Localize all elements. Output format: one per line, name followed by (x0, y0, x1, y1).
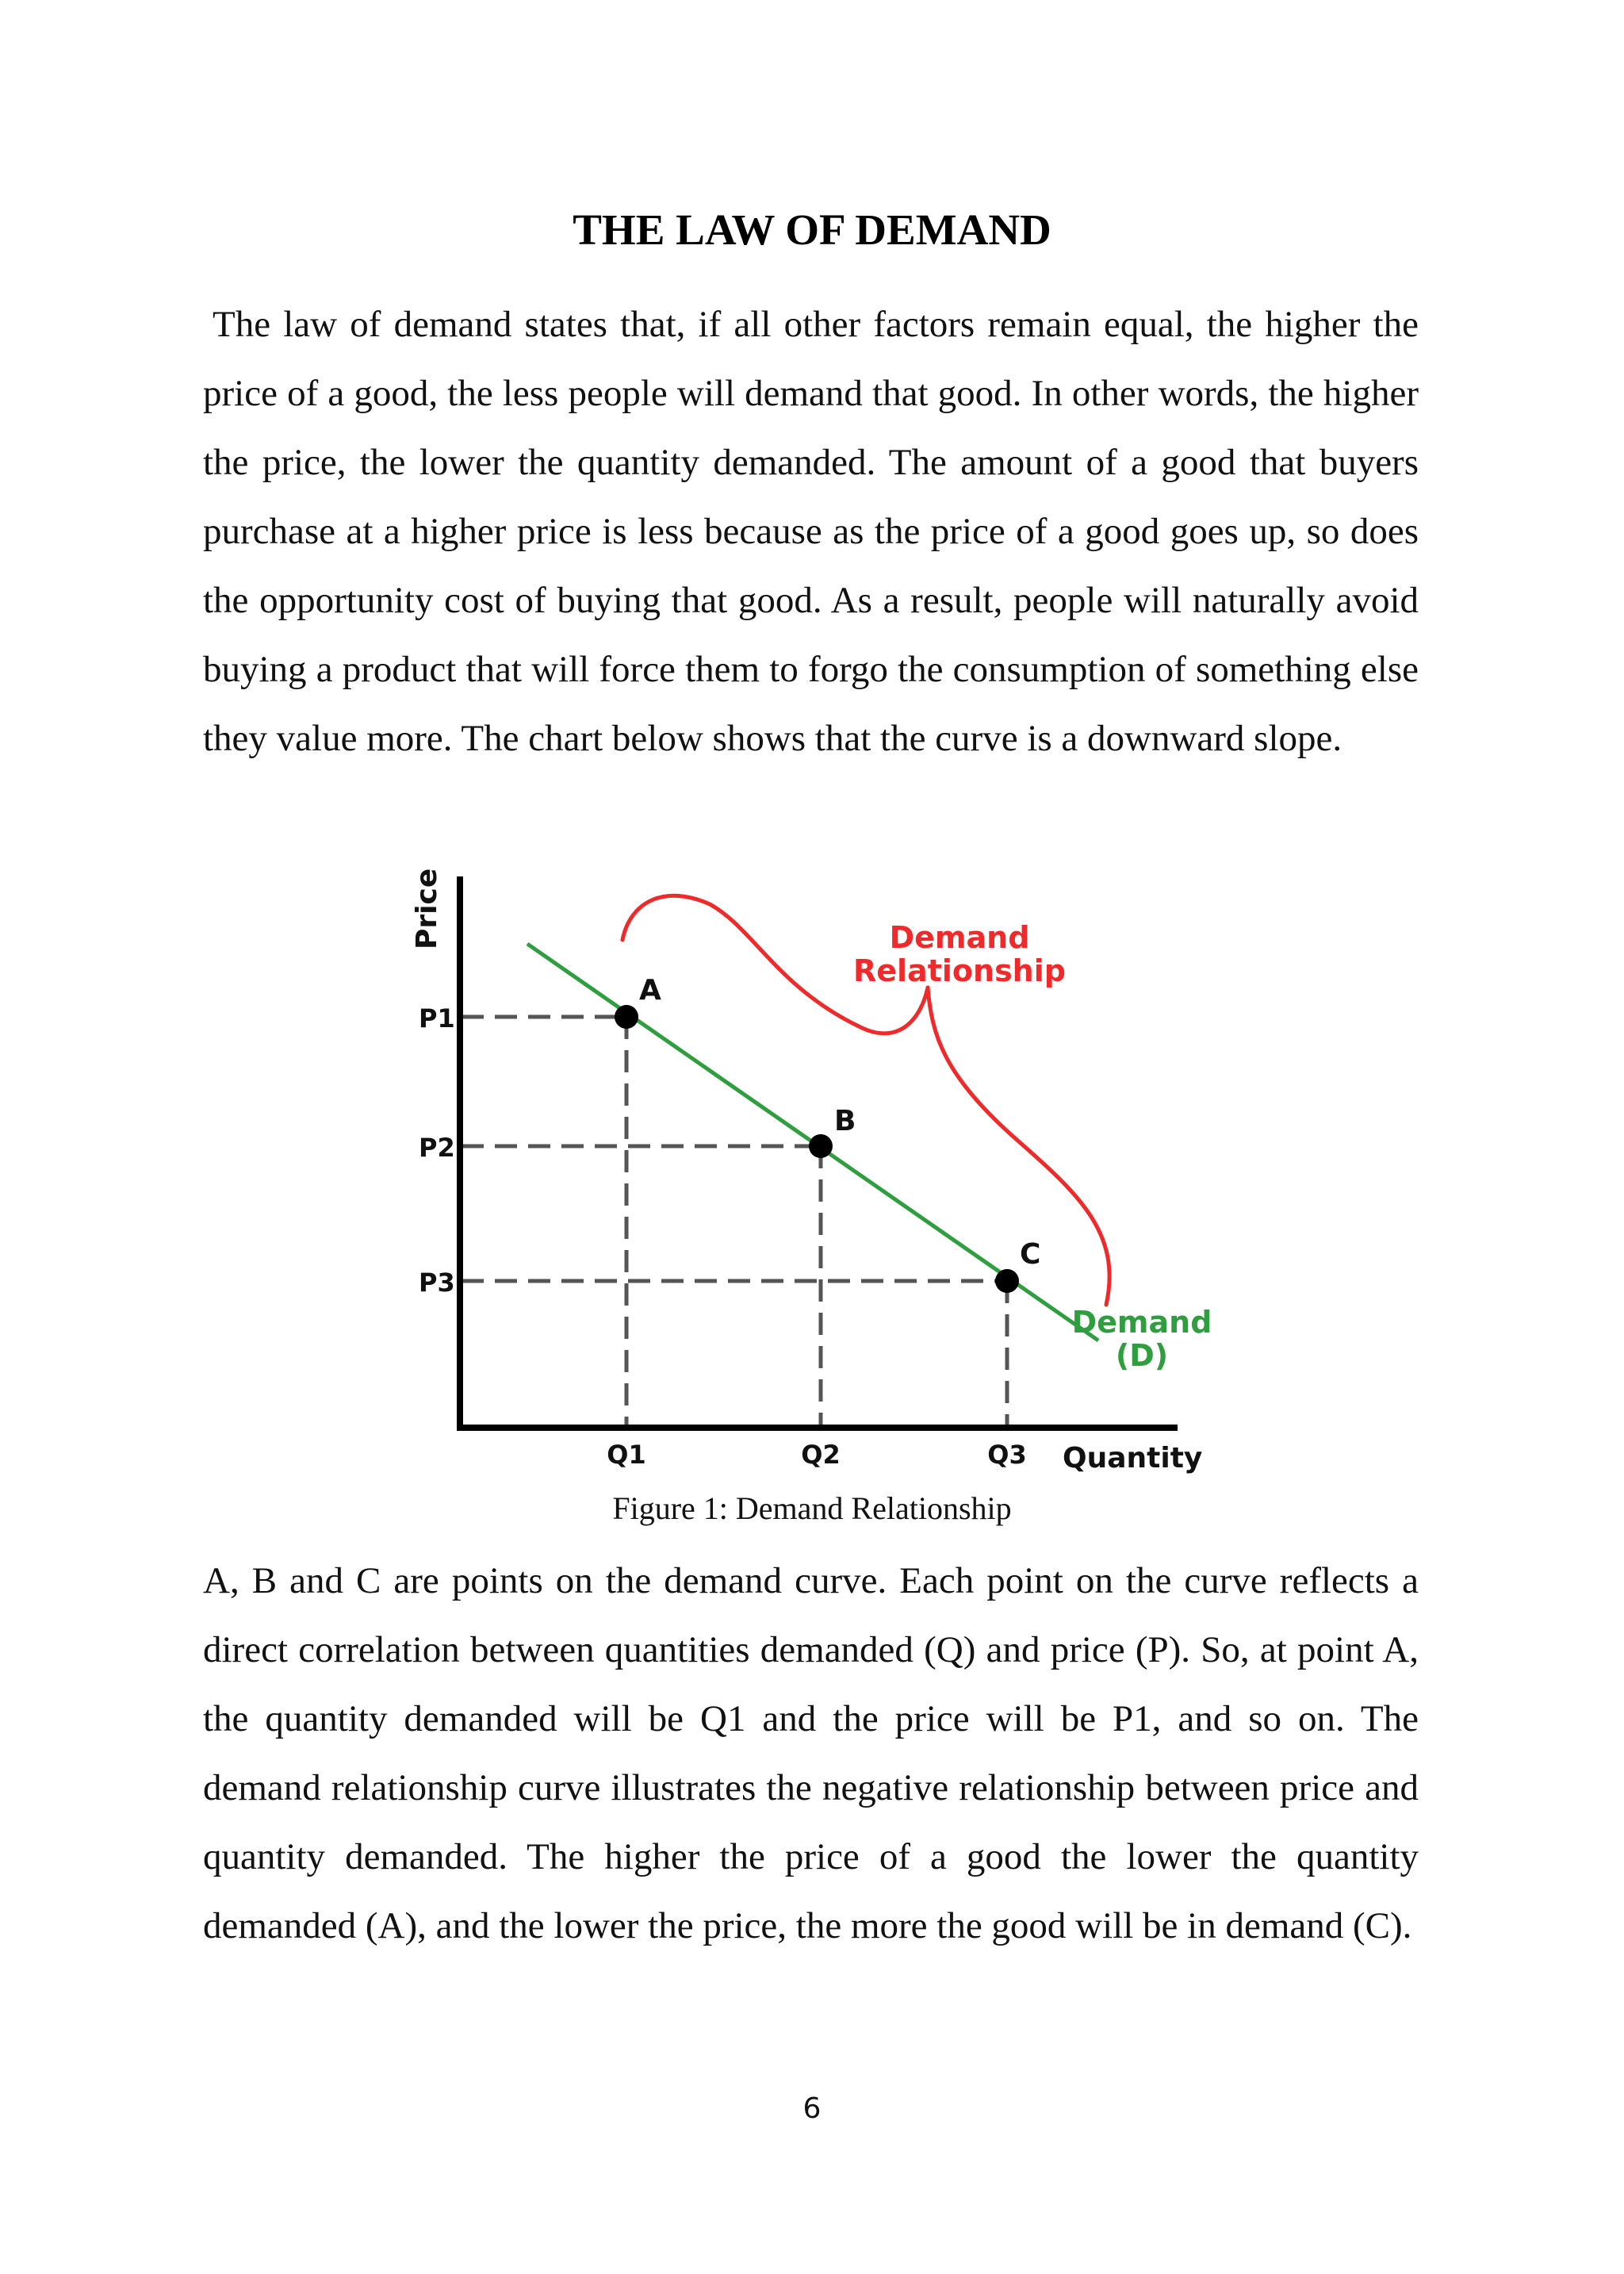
curve-label-line1: Demand (1071, 1305, 1212, 1340)
tick-p2: P2 (419, 1133, 455, 1163)
tick-q1: Q1 (607, 1440, 646, 1470)
point-label-c: C (1020, 1238, 1041, 1271)
bracket-label-line1: Demand (889, 920, 1030, 955)
point-b (809, 1134, 833, 1158)
curve-label-line2: (D) (1115, 1338, 1169, 1373)
tick-p3: P3 (419, 1267, 455, 1298)
tick-q2: Q2 (801, 1440, 841, 1470)
point-c (995, 1269, 1019, 1293)
tick-p1: P1 (419, 1003, 455, 1033)
point-label-a: A (639, 974, 661, 1007)
point-a (615, 1005, 638, 1029)
bracket-label-line2: Relationship (853, 953, 1066, 988)
x-axis-label: Quantity (1063, 1442, 1203, 1474)
page-number: 6 (802, 2092, 822, 2125)
tick-q3: Q3 (987, 1440, 1027, 1470)
demand-figure (396, 861, 1237, 1487)
y-axis-label: Price (411, 868, 443, 949)
point-label-b: B (834, 1105, 856, 1137)
figure-caption: Figure 1: Demand Relationship (612, 1490, 1012, 1526)
paragraph-explanation: A, B and C are points on the demand curve. Each point on the curve reflects a direct correlation between quantities demanded (Q) and price (P). So, at point A, the quantity demanded will be Q1 and the price will be P1, and so on. The demand relationship curve illustrates the negative relationship between price and quantity demanded. The higher the price of a good the lower the quantity demanded (A), and the lower the price, the more the good will be in demand (C). (203, 1560, 1419, 1946)
page-title: THE LAW OF DEMAND (573, 205, 1051, 254)
paragraph-intro: The law of demand states that, if all other factors remain equal, the higher the price of a good, the less people will demand that good. In other words, the higher the price, the lower the quantity demanded. The amount of a good that buyers purchase at a higher price is less because as the price of a good goes up, so does the opportunity cost of buying that good. As a result, people will naturally avoid buying a product that will force them to forgo the consumption of something else they value more. The chart below shows that the curve is a downward slope. (203, 304, 1419, 759)
